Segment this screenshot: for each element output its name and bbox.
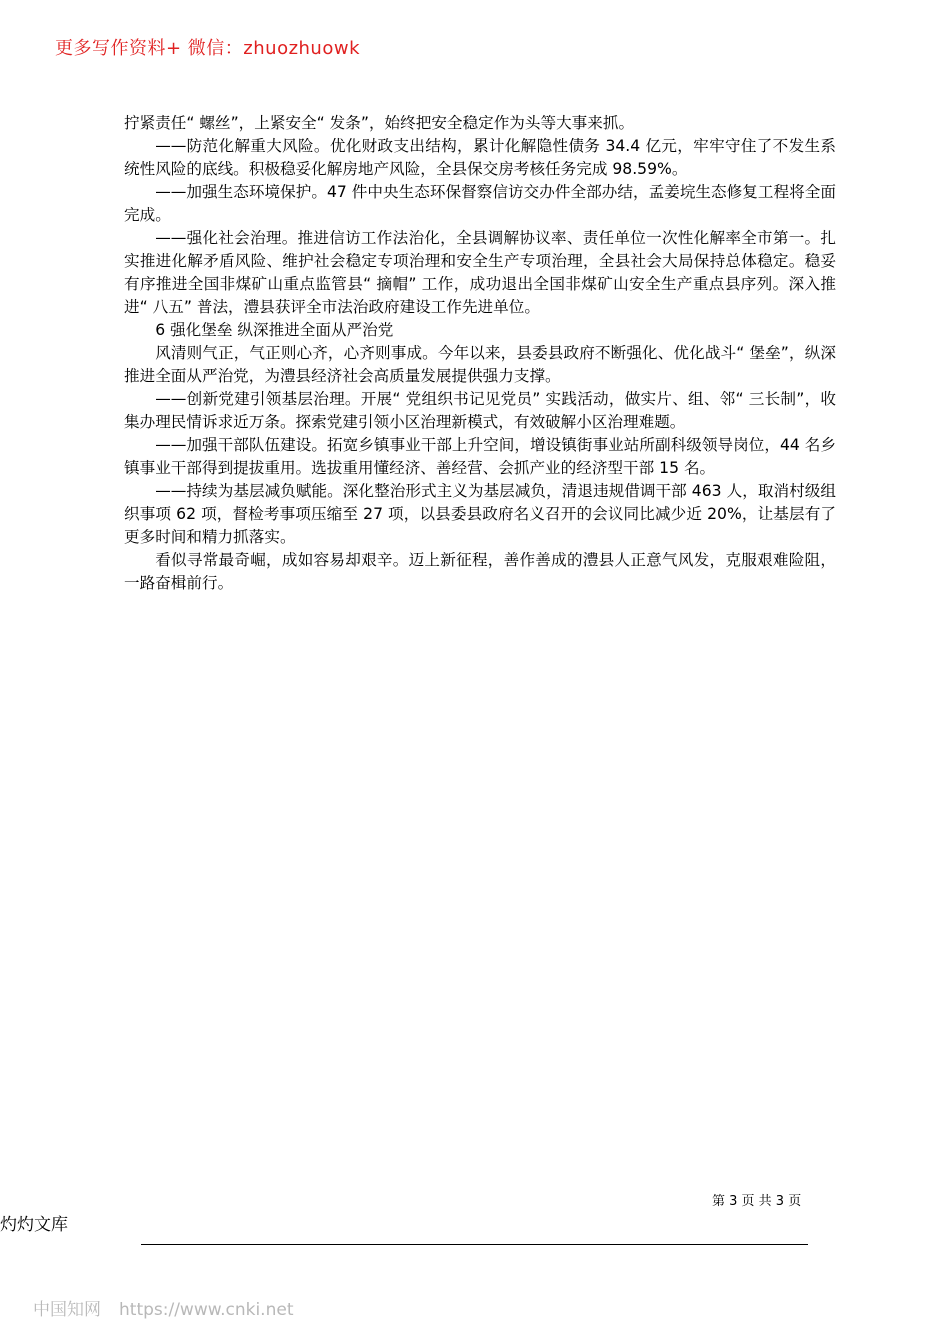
watermark-site-name: 中国知网 — [33, 1300, 101, 1320]
footer-divider — [141, 1244, 808, 1245]
promo-banner: 更多写作资料+ 微信：zhuozhuowk — [55, 38, 361, 59]
paragraph-burden-reduction: ——持续为基层减负赋能。深化整治形式主义为基层减负，清退违规借调干部 463 人，取消村级组织事项 62 项，督检考事项压缩至 27 项，以县委县政府名义召开的会议同比减少近 20%，让基层有了更多时间和精力抓落实。 — [124, 482, 836, 546]
paragraph-party-intro: 风清则气正，气正则心齐，心齐则事成。今年以来，县委县政府不断强化、优化战斗“ 堡垒”，纵深推进全面从严治党，为澧县经济社会高质量发展提供强力支撑。 — [124, 344, 836, 385]
watermark — [33, 1295, 293, 1320]
article-body — [124, 112, 836, 595]
paragraph-ecology: ——加强生态环境保护。47 件中央生态环保督察信访交办件全部办结，孟姜垸生态修复工程将全面完成。 — [124, 183, 836, 224]
watermark-url: https://www.cnki.net — [119, 1300, 294, 1320]
paragraph-cadre: ——加强干部队伍建设。拓宽乡镇事业干部上升空间，增设镇街事业站所副科级领导岗位，44 名乡镇事业干部得到提拔重用。选拔重用懂经济、善经营、会抓产业的经济型干部 15 名。 — [124, 436, 836, 477]
page-number: 第 3 页 共 3 页 — [712, 1194, 802, 1209]
paragraph-conclusion: 看似寻常最奇崛，成如容易却艰辛。迈上新征程，善作善成的澧县人正意气风发，克服艰难险阻，一路奋楫前行。 — [124, 551, 836, 592]
footer-brand: 灼灼文库 — [0, 1215, 68, 1235]
paragraph-party-building: ——创新党建引领基层治理。开展“ 党组织书记见党员” 实践活动，做实片、组、邻“ 三长制”，收集办理民情诉求近万条。探索党建引领小区治理新模式，有效破解小区治理难题。 — [124, 390, 836, 431]
section-heading: 6 强化堡垒 纵深推进全面从严治党 — [155, 321, 394, 339]
paragraph-social-governance: ——强化社会治理。推进信访工作法治化，全县调解协议率、责任单位一次性化解率全市第一。扎实推进化解矛盾风险、维护社会稳定专项治理和安全生产专项治理，全县社会大局保持总体稳定。稳妥有序推进全国非煤矿山重点监管县“ 摘帽” 工作，成功退出全国非煤矿山安全生产重点县序列。深入推进“ 八五” 普法，澧县获评全市法治政府建设工作先进单位。 — [124, 229, 836, 316]
paragraph-risk-prevention: ——防范化解重大风险。优化财政支出结构，累计化解隐性债务 34.4 亿元，牢牢守住了不发生系统性风险的底线。积极稳妥化解房地产风险，全县保交房考核任务完成 98.59%。 — [124, 137, 836, 178]
paragraph-continuation: 拧紧责任“ 螺丝”，上紧安全“ 发条”，始终把安全稳定作为头等大事来抓。 — [124, 114, 635, 132]
